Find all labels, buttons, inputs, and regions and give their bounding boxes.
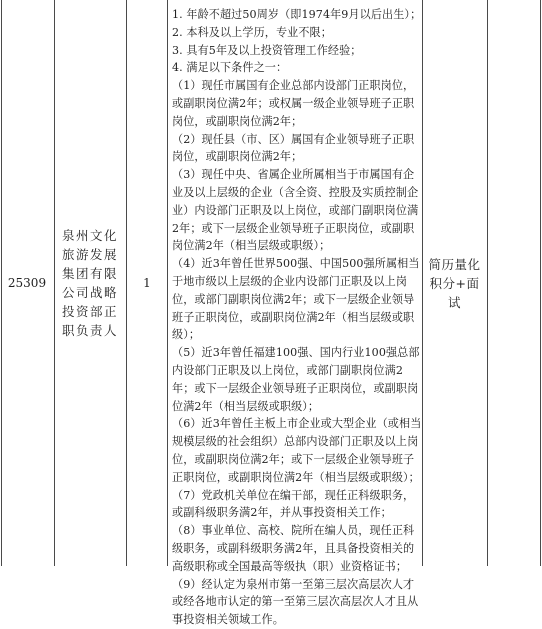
selection-method: 简历量化积分+面试 — [428, 256, 481, 310]
requirement-subitem: （5）近3年曾任福建100强、国内行业100强总部内设部门正职及以上岗位，或部门副职岗位满2年；或下一层级企业领导班子正职岗位，或副职岗位满2年（相当层级或职级）； — [172, 346, 420, 413]
requirement-subitem: （6）近3年曾任主板上市企业或大型企业（或相当规模层级的社会组织）总部内设部门正职及以上岗位，或副职岗位满2年；或下一层级企业领导班子正职岗位，或副职岗位满2年（相当层级或职级）； — [172, 417, 422, 484]
table-divider — [487, 0, 488, 566]
requirement-item: 4. 满足以下条件之一： — [172, 61, 288, 75]
requirement-subitem: （1）现任市属国有企业总部内设部门正职岗位，或副职岗位满2年；或权属一级企业领导班子正职岗位，或副职岗位满2年； — [172, 79, 415, 128]
requirement-item: 2. 本科及以上学历，专业不限； — [172, 25, 332, 39]
requirement-item: 1. 年龄不超过50周岁（即1974年9月以后出生）； — [172, 8, 422, 21]
requirement-subitem: （3）现任中央、省属企业所属相当于市属国有企业及以上层级的企业（含全资、控股及实质控制企业）内设部门正职及以上岗位，或部门副职岗位满2年；或下一层级企业领导班子正职岗位，或副职岗位满2年（相当层级或职级）； — [172, 168, 419, 253]
position-code: 25309 — [7, 276, 47, 290]
requirement-subitem: （8）事业单位、高校、院所在编人员，现任正科级职务，或副科级职务满2年，且具备投资相关的高级职称或全国最高等级执（职）业资格证书； — [172, 524, 415, 573]
table-border-right — [540, 0, 541, 566]
position-code-cell — [2, 0, 52, 566]
position-name: 泉州文化旅游发展集团有限公司战略投资部正职负责人 — [62, 228, 119, 338]
headcount: 1 — [143, 276, 151, 290]
requirement-subitem: （7）党政机关单位在编干部，现任正科级职务，或副科级职务满2年，并从事投资相关工作； — [172, 488, 415, 520]
requirement-subitem: （2）现任县（市、区）属国有企业领导班子正职岗位，或副职岗位满2年； — [172, 132, 415, 164]
position-name-cell — [55, 0, 125, 566]
selection-method-cell — [423, 0, 486, 566]
requirements-cell — [172, 6, 422, 629]
requirement-item: 3. 具有5年及以上投资管理工作经验； — [172, 43, 362, 57]
table-divider — [167, 0, 168, 566]
table-divider — [126, 0, 127, 566]
requirement-subitem: （9）经认定为泉州市第一至第三层次高层次人才或经各地市认定的第一至第三层次高层次人才且从事投资相关领域工作。 — [172, 577, 419, 627]
headcount-cell — [128, 0, 166, 566]
requirement-subitem: （4）近3年曾任世界500强、中国500强所属相当于地市级以上层级的企业内设部门正职及以上岗位，或部门副职岗位满2年；或下一层级企业领导班子正职岗位，或副职岗位满2年（相当层级或职级）； — [172, 257, 420, 342]
